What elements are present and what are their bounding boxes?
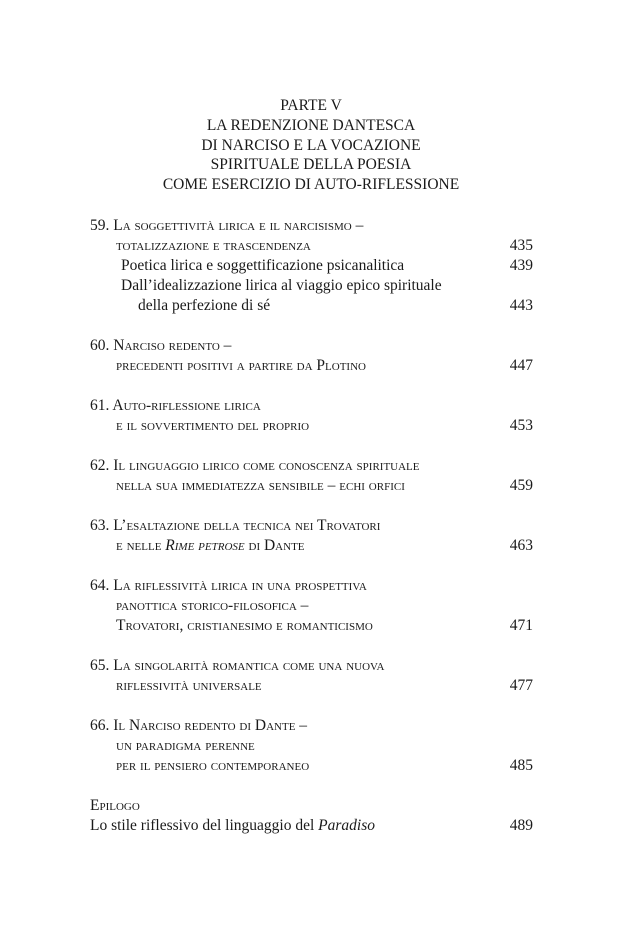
table-of-contents bbox=[90, 216, 533, 836]
toc-entry-subtitle bbox=[90, 596, 533, 616]
toc-entry-subtitle-text: riflessività universale bbox=[116, 677, 262, 694]
page-number: 489 bbox=[509, 817, 533, 834]
toc-entry-61 bbox=[90, 396, 533, 436]
toc-entry-63 bbox=[90, 516, 533, 556]
page-number: 447 bbox=[509, 357, 533, 374]
toc-subentry-continuation bbox=[90, 296, 533, 316]
toc-entry-subtitle-text: totalizzazione e trascendenza bbox=[116, 237, 311, 254]
toc-entry-subtitle-text: precedenti positivi a partire da Plotino bbox=[116, 357, 366, 374]
part-number: PARTE V bbox=[280, 97, 342, 114]
toc-subentry bbox=[90, 276, 533, 296]
toc-entry-title bbox=[90, 216, 533, 236]
subtitle-part: e nelle bbox=[116, 537, 166, 554]
part-title-line: DI NARCISO E LA VOCAZIONE bbox=[201, 136, 421, 154]
page-number: 439 bbox=[509, 257, 533, 274]
page-number: 453 bbox=[509, 417, 533, 434]
toc-entry-subtitle bbox=[90, 816, 533, 836]
toc-entry-59 bbox=[90, 216, 533, 316]
page-number: 443 bbox=[509, 297, 533, 314]
toc-subentry-text: Poetica lirica e soggettificazione psicanalitica bbox=[121, 257, 405, 274]
subtitle-italic-title: Rime petrose bbox=[165, 537, 245, 554]
toc-entry-title-text: 61. Auto-riflessione lirica bbox=[90, 397, 261, 414]
toc-entry-subtitle-text: panottica storico-filosofica – bbox=[116, 597, 309, 614]
toc-subentry-text: della perfezione di sé bbox=[138, 297, 271, 314]
toc-entry-title-text: 59. La soggettività lirica e il narcisismo – bbox=[90, 217, 364, 234]
toc-entry-subtitle-text: Trovatori, cristianesimo e romanticismo bbox=[116, 617, 373, 634]
toc-entry-title-text: 66. Il Narciso redento di Dante – bbox=[90, 717, 308, 734]
subtitle-italic-title: Paradiso bbox=[318, 817, 375, 834]
toc-entry-title-text: 60. Narciso redento – bbox=[90, 337, 232, 354]
toc-entry-subtitle bbox=[90, 756, 533, 776]
page-number: 435 bbox=[509, 237, 533, 254]
toc-entry-subtitle-text: nella sua immediatezza sensibile – echi orfici bbox=[116, 477, 405, 494]
toc-entry-subtitle-text bbox=[116, 536, 305, 556]
toc-entry-66 bbox=[90, 716, 533, 776]
page-number: 471 bbox=[509, 617, 533, 634]
toc-subentry bbox=[90, 256, 533, 276]
toc-entry-title-text: Epilogo bbox=[90, 797, 140, 814]
toc-entry-title bbox=[90, 396, 533, 416]
toc-subentry-text: Dall’idealizzazione lirica al viaggio epico spirituale bbox=[121, 277, 442, 294]
toc-entry-title-text: 64. La riflessività lirica in una prospettiva bbox=[90, 577, 367, 594]
part-title-line: SPIRITUALE DELLA POESIA bbox=[210, 156, 412, 174]
part-header bbox=[0, 96, 622, 195]
toc-entry-subtitle bbox=[90, 416, 533, 436]
toc-entry-60 bbox=[90, 336, 533, 376]
toc-entry-64 bbox=[90, 576, 533, 636]
toc-entry-title bbox=[90, 336, 533, 356]
part-title-line: LA REDENZIONE DANTESCA bbox=[206, 116, 416, 134]
toc-entry-subtitle-text: e il sovvertimento del proprio bbox=[116, 417, 310, 434]
toc-entry-subtitle bbox=[90, 236, 533, 256]
page-number: 485 bbox=[509, 757, 533, 774]
toc-entry-title bbox=[90, 516, 533, 536]
subtitle-part: Lo stile riflessivo del linguaggio del bbox=[90, 817, 319, 834]
part-title-line: COME ESERCIZIO DI AUTO-RIFLESSIONE bbox=[162, 176, 460, 194]
toc-entry-62 bbox=[90, 456, 533, 496]
toc-entry-title bbox=[90, 796, 533, 816]
toc-entry-subtitle-text bbox=[90, 816, 375, 836]
toc-entry-title bbox=[90, 716, 533, 736]
page-number: 477 bbox=[509, 677, 533, 694]
toc-entry-subtitle bbox=[90, 536, 533, 556]
toc-entry-subtitle bbox=[90, 736, 533, 756]
toc-entry-subtitle-text: per il pensiero contemporaneo bbox=[116, 757, 310, 774]
toc-entry-title-text: 63. L’esaltazione della tecnica nei Trovatori bbox=[90, 517, 381, 534]
toc-entry-title-text: 65. La singolarità romantica come una nuova bbox=[90, 657, 385, 674]
subtitle-part: di Dante bbox=[244, 537, 305, 554]
toc-entry-subtitle bbox=[90, 356, 533, 376]
toc-entry-title bbox=[90, 456, 533, 476]
toc-entry-title-text: 62. Il linguaggio lirico come conoscenza spirituale bbox=[90, 457, 420, 474]
toc-entry-subtitle bbox=[90, 676, 533, 696]
toc-entry-title bbox=[90, 576, 533, 596]
toc-entry-title bbox=[90, 656, 533, 676]
page-number: 463 bbox=[509, 537, 533, 554]
toc-entry-subtitle bbox=[90, 616, 533, 636]
toc-entry-subtitle bbox=[90, 476, 533, 496]
page-number: 459 bbox=[509, 477, 533, 494]
toc-entry-epilogo bbox=[90, 796, 533, 836]
toc-entry-subtitle-text: un paradigma perenne bbox=[116, 737, 255, 754]
toc-entry-65 bbox=[90, 656, 533, 696]
